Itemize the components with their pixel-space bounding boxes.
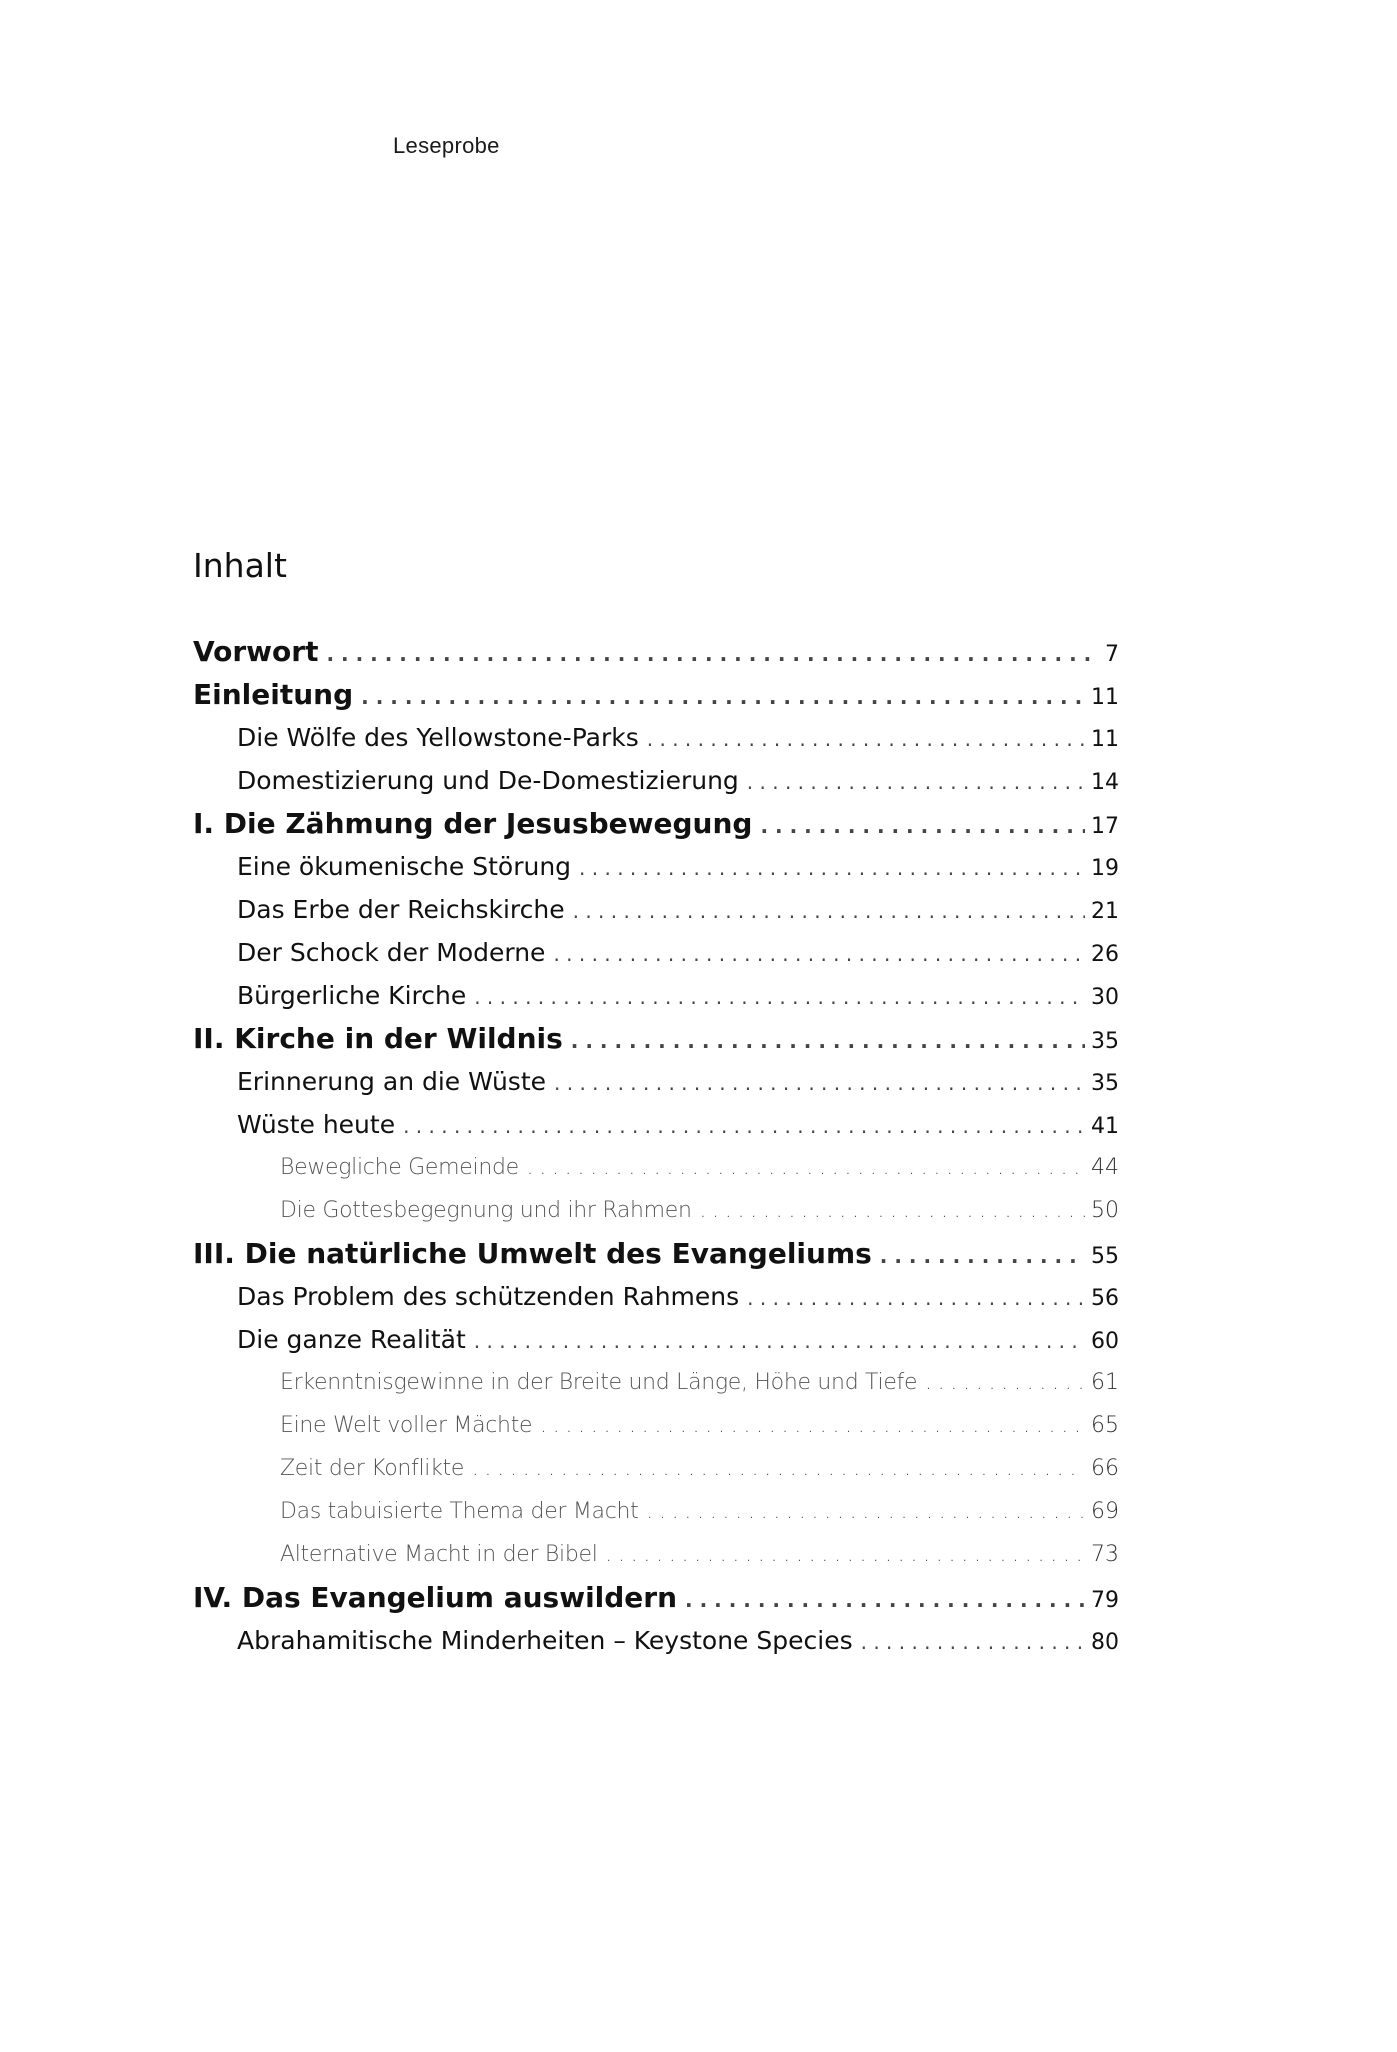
toc-entry-label: IV. Das Evangelium auswildern	[193, 1581, 678, 1614]
dot-leader	[739, 1277, 1085, 1320]
dot-leader	[739, 761, 1085, 804]
toc-entry-page: 30	[1091, 985, 1119, 1010]
dot-leader	[752, 805, 1085, 848]
dot-leader	[318, 633, 1099, 676]
toc-entry-label: Die Gottesbegegnung und ihr Rahmen	[280, 1198, 692, 1223]
toc-entry[interactable]	[193, 931, 1119, 974]
toc-entry-label: Zeit der Konflikte	[280, 1456, 465, 1481]
table-of-contents	[193, 630, 1119, 1662]
toc-entry[interactable]	[193, 1361, 1119, 1404]
toc-entry-page: 79	[1091, 1588, 1119, 1613]
toc-entry-label: Bewegliche Gemeinde	[280, 1155, 519, 1180]
toc-entry[interactable]	[193, 1275, 1119, 1318]
toc-entry-label: Der Schock der Moderne	[237, 938, 546, 967]
dot-leader	[519, 1146, 1085, 1189]
toc-entry-label: I. Die Zähmung der Jesusbewegung	[193, 807, 753, 840]
dot-leader	[639, 1490, 1085, 1533]
toc-entry-label: Abrahamitische Minderheiten – Keystone Species	[237, 1626, 853, 1655]
dot-leader	[546, 1062, 1085, 1105]
toc-entry-page: 11	[1091, 685, 1119, 710]
toc-entry[interactable]	[193, 1146, 1119, 1189]
toc-entry-page: 17	[1091, 814, 1119, 839]
toc-entry-label: Wüste heute	[237, 1110, 396, 1139]
toc-entry-label: Die ganze Realität	[237, 1325, 466, 1354]
toc-entry-label: Einleitung	[193, 678, 354, 711]
toc-entry-label: Bürgerliche Kirche	[237, 981, 467, 1010]
toc-entry-page: 44	[1091, 1155, 1119, 1180]
toc-entry-page: 50	[1091, 1198, 1119, 1223]
toc-entry[interactable]	[193, 1017, 1119, 1060]
toc-entry-label: Vorwort	[193, 635, 319, 668]
toc-entry-label: II. Kirche in der Wildnis	[193, 1022, 563, 1055]
dot-leader	[545, 933, 1085, 976]
toc-entry-page: 14	[1091, 770, 1119, 795]
toc-entry-page: 73	[1091, 1542, 1119, 1567]
toc-entry-page: 35	[1091, 1029, 1119, 1054]
toc-entry[interactable]	[193, 845, 1119, 888]
dot-leader	[639, 718, 1085, 761]
toc-entry-page: 21	[1091, 899, 1119, 924]
toc-entry-page: 11	[1091, 727, 1119, 752]
dot-leader	[466, 1320, 1085, 1363]
toc-entry-page: 41	[1091, 1114, 1119, 1139]
toc-entry[interactable]	[193, 1490, 1119, 1533]
toc-entry[interactable]	[193, 630, 1119, 673]
toc-entry-page: 65	[1091, 1413, 1119, 1438]
dot-leader	[563, 1020, 1085, 1063]
toc-entry[interactable]	[193, 759, 1119, 802]
toc-entry-page: 66	[1091, 1456, 1119, 1481]
dot-leader	[677, 1579, 1085, 1622]
toc-entry-page: 7	[1105, 642, 1119, 667]
dot-leader	[917, 1361, 1085, 1404]
toc-entry-label: Das Problem des schützenden Rahmens	[237, 1282, 740, 1311]
dot-leader	[464, 1447, 1085, 1490]
toc-entry[interactable]	[193, 1189, 1119, 1232]
toc-entry-page: 26	[1091, 942, 1119, 967]
dot-leader	[353, 676, 1085, 719]
toc-entry-label: Alternative Macht in der Bibel	[280, 1542, 598, 1567]
toc-entry-page: 55	[1091, 1244, 1119, 1269]
dot-leader	[872, 1235, 1085, 1278]
dot-leader	[532, 1404, 1085, 1447]
toc-entry-page: 19	[1091, 856, 1119, 881]
toc-entry[interactable]	[193, 1318, 1119, 1361]
toc-entry-label: Erinnerung an die Wüste	[237, 1067, 547, 1096]
dot-leader	[598, 1533, 1085, 1576]
toc-title: Inhalt	[193, 546, 287, 585]
toc-entry-label: Eine ökumenische Störung	[237, 852, 572, 881]
toc-entry-label: Das Erbe der Reichskirche	[237, 895, 565, 924]
toc-entry[interactable]	[193, 716, 1119, 759]
dot-leader	[571, 847, 1085, 890]
toc-entry-label: Erkenntnisgewinne in der Breite und Länge, Höhe und Tiefe	[280, 1370, 918, 1395]
dot-leader	[853, 1621, 1085, 1664]
toc-entry-page: 60	[1091, 1329, 1119, 1354]
toc-entry[interactable]	[193, 1619, 1119, 1662]
dot-leader	[466, 976, 1085, 1019]
page-header-label: Leseprobe	[393, 133, 500, 158]
dot-leader	[692, 1189, 1085, 1232]
toc-entry[interactable]	[193, 888, 1119, 931]
toc-entry-page: 61	[1091, 1370, 1119, 1395]
toc-entry-label: Domestizierung und De-Domestizierung	[237, 766, 739, 795]
toc-entry-page: 69	[1091, 1499, 1119, 1524]
toc-entry[interactable]	[193, 1060, 1119, 1103]
toc-entry-page: 56	[1091, 1286, 1119, 1311]
toc-entry[interactable]	[193, 1533, 1119, 1576]
dot-leader	[395, 1105, 1085, 1148]
toc-entry-page: 80	[1091, 1630, 1119, 1655]
toc-entry[interactable]	[193, 974, 1119, 1017]
toc-entry[interactable]	[193, 802, 1119, 845]
toc-entry-label: Eine Welt voller Mächte	[280, 1413, 533, 1438]
toc-entry[interactable]	[193, 1232, 1119, 1275]
toc-entry[interactable]	[193, 1447, 1119, 1490]
toc-entry[interactable]	[193, 1576, 1119, 1619]
toc-entry-label: Das tabuisierte Thema der Macht	[280, 1499, 639, 1524]
toc-entry-label: Die Wölfe des Yellowstone-Parks	[237, 723, 639, 752]
toc-entry[interactable]	[193, 1404, 1119, 1447]
dot-leader	[565, 890, 1085, 933]
toc-entry-label: III. Die natürliche Umwelt des Evangeliums	[193, 1237, 872, 1270]
toc-entry-page: 35	[1091, 1071, 1119, 1096]
toc-entry[interactable]	[193, 673, 1119, 716]
toc-entry[interactable]	[193, 1103, 1119, 1146]
